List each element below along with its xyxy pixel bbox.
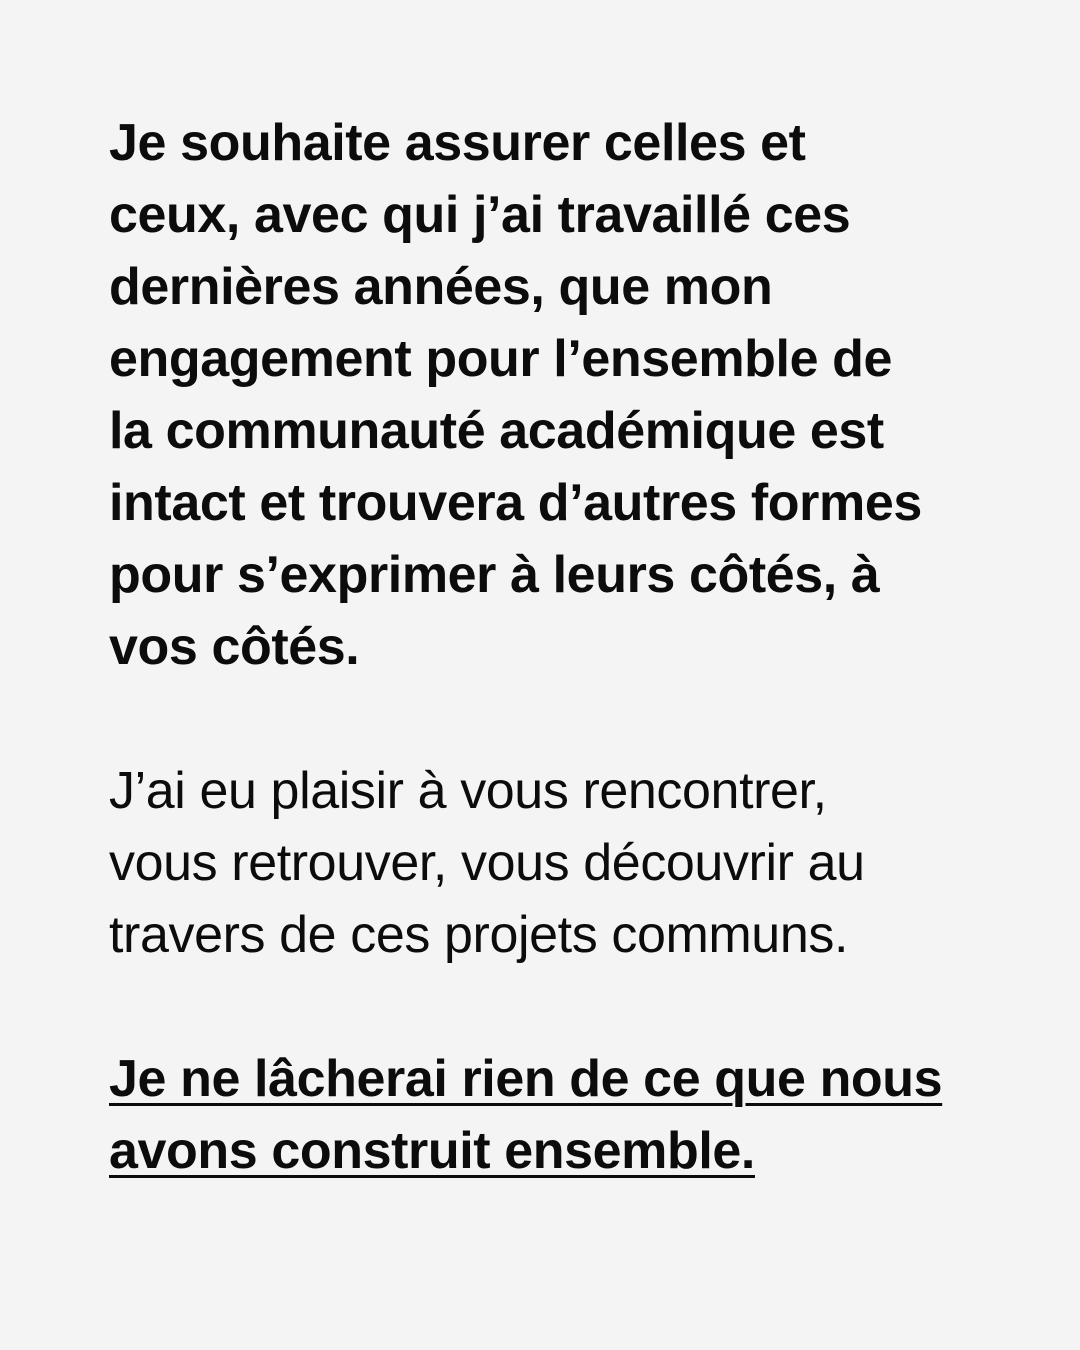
text-line: travers de ces projets communs.	[109, 906, 848, 964]
text-line: intact et trouvera d’autres formes	[109, 474, 922, 532]
text-line: vos côtés.	[109, 618, 360, 676]
text-line: la communauté académique est	[109, 402, 884, 460]
text-line: J’ai eu plaisir à vous rencontrer,	[109, 762, 827, 820]
text-line: Je souhaite assurer celles et	[109, 114, 806, 172]
text-line: ceux, avec qui j’ai travaillé ces	[109, 186, 851, 244]
commitment-paragraph	[109, 107, 989, 683]
gratitude-paragraph	[109, 755, 989, 971]
text-line: avons construit ensemble.	[109, 1122, 755, 1180]
text-line: vous retrouver, vous découvrir au	[109, 834, 865, 892]
text-line: Je ne lâcherai rien de ce que nous	[109, 1050, 943, 1108]
text-line: engagement pour l’ensemble de	[109, 330, 893, 388]
text-line: pour s’exprimer à leurs côtés, à	[109, 546, 880, 604]
text-line: dernières années, que mon	[109, 258, 773, 316]
closing-statement	[109, 1043, 989, 1187]
